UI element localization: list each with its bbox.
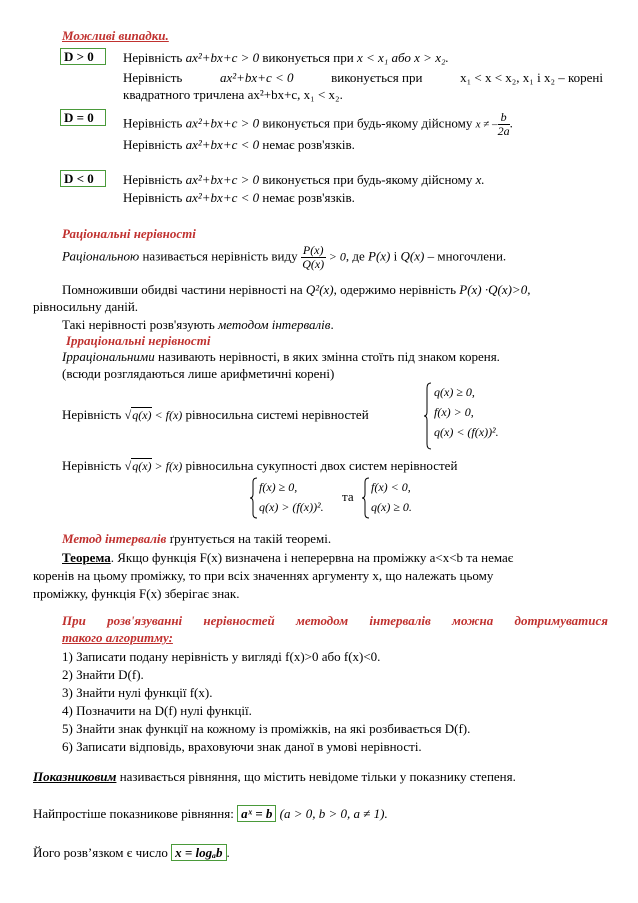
simplest-equation: aˣ = b — [237, 805, 276, 822]
rational-frac-den: Q(x) — [302, 257, 325, 271]
method-name: методом інтервалів — [218, 317, 331, 332]
d-negative-label: D < 0 — [60, 170, 106, 187]
rational-gt: > 0 — [328, 249, 346, 264]
sys2b — [371, 477, 412, 517]
rational-method — [62, 317, 334, 333]
rational-and: і — [393, 248, 398, 264]
rational-equivalent: рівносильну даній. — [33, 299, 139, 314]
exponential-definition — [33, 769, 516, 785]
case1-line2 — [123, 70, 603, 86]
case1-line2-expr: ax²+bx+c < 0 — [219, 70, 294, 85]
rational-p: P(x) — [368, 248, 391, 264]
mult-text-b: , одержимо нерівність — [333, 282, 456, 297]
interval-text: ґрунтується на такій теоремі. — [169, 531, 332, 546]
case2-line2 — [123, 137, 355, 153]
rational-def-text: називається нерівність виду — [142, 248, 298, 264]
ineq1-radicand: q(x) — [132, 408, 152, 422]
sys2a-brace — [250, 477, 258, 519]
algo-step: 2) Знайти D(f). — [62, 667, 144, 682]
irrational-def-text: називають нерівності, в яких змінна стоїть під знаком кореня. — [157, 349, 500, 364]
rational-heading: Раціональні нерівності — [62, 226, 196, 241]
rational-fraction — [301, 244, 326, 271]
rational-q: Q(x) — [400, 248, 425, 264]
irrational-ineq1 — [62, 407, 369, 423]
rational-multiply — [62, 282, 530, 298]
algo-heading-line1: При розв'язуванні нерівностей методом інтервалів можна дотримуватися — [62, 613, 608, 628]
ineq2-radicand: q(x) — [132, 459, 152, 473]
theorem-text1: . Якщо функція F(x) визначена і неперервна на проміжку a<x<b та немає — [110, 550, 514, 565]
sys2-and: та — [342, 489, 354, 504]
sys1-brace — [424, 382, 432, 450]
case3-line2-text: Нерівність — [123, 190, 183, 205]
algo-heading-line2: такого алгоритму: — [62, 630, 173, 645]
case2-fraction — [498, 111, 510, 138]
case1-line3: квадратного тричлена ax²+bx+c, x₁ < x₂. — [123, 87, 343, 102]
interval-term: Метод інтервалів — [62, 531, 167, 546]
ineq1-expr: √q(x) < f(x) — [124, 408, 183, 422]
theorem-line3: проміжку, функція F(x) зберігає знак. — [33, 586, 240, 601]
d-positive-label: D > 0 — [60, 48, 106, 65]
rational-term: Раціональною — [62, 248, 140, 264]
algo-step: 6) Записати відповідь, враховуючи знак даної в умові нерівності. — [62, 739, 422, 754]
algo-step: 3) Знайти нулі функції f(x). — [62, 685, 213, 700]
ineq2-expr: √q(x) > f(x) — [124, 459, 183, 473]
irrational-ineq2 — [62, 458, 457, 474]
ineq1-text: Нерівність — [62, 407, 122, 422]
method-dot: . — [330, 317, 334, 332]
sys1-row: q(x) < (f(x))². — [434, 425, 499, 439]
case1-cond: x < x₁ або x > x₂. — [356, 50, 449, 65]
sys1-row: q(x) ≥ 0, — [434, 385, 475, 399]
rational-tail-a: , де — [345, 248, 365, 264]
case3-text: Нерівність — [123, 172, 183, 187]
case3-line1 — [123, 172, 485, 188]
case3-x: x. — [475, 172, 485, 187]
root-formula: x = logₐb — [171, 844, 226, 861]
simplest-text: Найпростіше показникове рівняння: — [33, 806, 234, 821]
frac-denominator: 2a — [497, 124, 510, 138]
sys2a-row: f(x) ≥ 0, — [259, 480, 298, 494]
case2-expr: ax²+bx+c > 0 — [185, 115, 260, 131]
ineq2-text: Нерівність — [62, 458, 122, 473]
sys2a-row: q(x) > (f(x))². — [259, 500, 324, 514]
case2-text: Нерівність — [123, 115, 183, 131]
algo-step: 5) Знайти знак функції на кожному із проміжків, на які розбивається D(f). — [62, 721, 471, 736]
case2-line2-expr: ax²+bx+c < 0 — [185, 137, 260, 152]
case3-text-b: виконується при будь-якому дійсному — [262, 172, 473, 187]
interval-intro — [62, 531, 331, 547]
rational-definition — [62, 244, 506, 271]
case3-expr: ax²+bx+c > 0 — [185, 172, 260, 187]
case2-line1: Нерівність ax²+bx+c > 0 виконується при будь-якому дійсному x ≠ – $\frac{b}{2a}$ . — [123, 110, 513, 138]
irrational-term: Ірраціональними — [62, 349, 155, 364]
d-zero-label: D = 0 — [60, 109, 106, 126]
case1-text-b: виконується при — [262, 50, 354, 65]
irrational-note: (всюди розглядаються лише арифметичні корені) — [62, 366, 335, 381]
root-dot: . — [226, 845, 230, 860]
algo-step: 1) Записати подану нерівність у вигляді f(x)>0 або f(x)<0. — [62, 649, 381, 664]
sys2a — [259, 477, 324, 517]
theorem-line2: коренів на цьому проміжку, то при всіх значеннях аргументу x, що належать цьому — [33, 568, 494, 583]
case-d-positive — [60, 48, 106, 65]
sys2b-row: f(x) < 0, — [371, 480, 411, 494]
mult-text: Помноживши обидві частини нерівності на — [62, 282, 303, 297]
case1-expr: ax²+bx+c > 0 — [185, 50, 260, 65]
case2-text-b: виконується при будь-якому дійсному — [262, 115, 473, 131]
sys1 — [434, 382, 499, 442]
root-text: Його розв’язком є число — [33, 845, 168, 860]
case1-line2-cond: x₁ < x < x₂, x₁ і x₂ – корені — [460, 70, 603, 85]
sys2b-brace — [362, 477, 370, 519]
case1-line1 — [123, 50, 449, 66]
theorem-label: Теорема — [62, 550, 111, 565]
mult-q2: Q²(x) — [305, 282, 334, 297]
case1-line2-text-b: виконується при — [331, 70, 423, 85]
ineq2-rhs: > f(x) — [151, 459, 183, 473]
irrational-definition — [62, 349, 500, 365]
algorithm-steps — [62, 648, 470, 756]
case3-line2-text-b: немає розв'язків. — [262, 190, 355, 205]
exponential-root — [33, 844, 230, 861]
case3-line2-expr: ax²+bx+c < 0 — [185, 190, 260, 205]
sys2b-row: q(x) ≥ 0. — [371, 500, 412, 514]
frac-numerator: b — [498, 111, 510, 125]
case2-x: x ≠ – — [475, 118, 498, 131]
theorem-line1 — [62, 550, 513, 566]
sys1-row: f(x) > 0, — [434, 405, 474, 419]
exponential-simplest — [33, 805, 388, 822]
exponential-def-text: називається рівняння, що містить невідоме тільки у показнику степеня. — [119, 769, 516, 784]
case-d-negative — [60, 170, 106, 187]
case2-line2-text: Нерівність — [123, 137, 183, 152]
case-d-zero — [60, 109, 106, 126]
method-text: Такі нерівності розв'язують — [62, 317, 215, 332]
algo-step: 4) Позначити на D(f) нулі функції. — [62, 703, 252, 718]
rational-tail-b: – многочлени. — [427, 248, 507, 264]
ineq1-rhs: < f(x) — [151, 408, 183, 422]
rational-frac-num: P(x) — [302, 243, 324, 257]
case1-line2-text: Нерівність — [123, 70, 183, 85]
cases-heading: Можливі випадки. — [62, 28, 169, 43]
case3-line2 — [123, 190, 355, 206]
ineq1-text-b: рівносильна системі нерівностей — [185, 407, 369, 422]
irrational-heading: Ірраціональні нерівності — [66, 333, 211, 348]
ineq2-text-b: рівносильна сукупності двох систем нерівностей — [185, 458, 458, 473]
exponential-term: Показниковим — [33, 769, 117, 784]
simplest-conditions: (a > 0, b > 0, a ≠ 1). — [279, 806, 388, 821]
case2-line2-text-b: немає розв'язків. — [262, 137, 355, 152]
case1-text: Нерівність — [123, 50, 183, 65]
mult-pq: P(x) ·Q(x)>0, — [459, 282, 531, 297]
